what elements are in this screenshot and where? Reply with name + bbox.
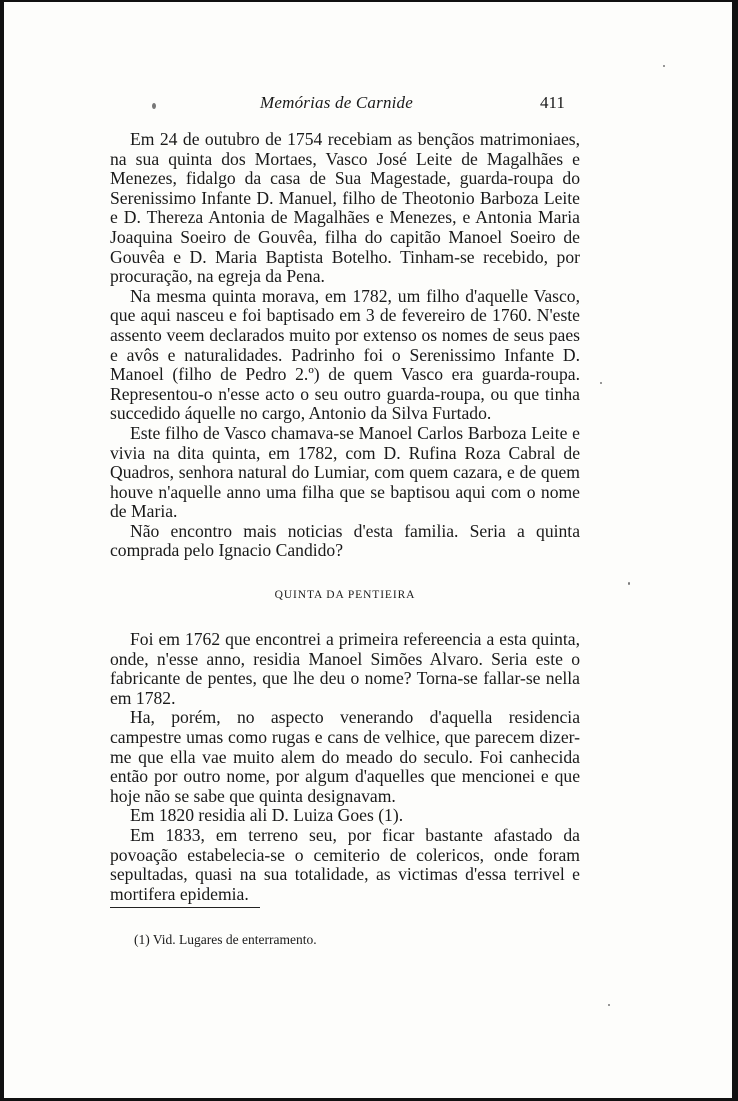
paragraph: Não encontro mais noticias d'esta familia. Seria a quinta comprada pelo Ignacio Candido? — [110, 520, 580, 561]
page-number: 411 — [540, 93, 565, 112]
paragraph: Em 1820 residia ali D. Luiza Goes (1). — [130, 805, 404, 826]
scan-speck — [152, 103, 156, 109]
scan-speck — [600, 382, 602, 384]
main-text-top — [110, 130, 580, 561]
paragraph: Em 24 de outubro de 1754 recebiam as bençãos matrimoniaes, na sua quinta dos Mortaes, Vasco José Leite de Magalhães e Menezes, fidalgo da casa de Sua Magestade, guarda-roupa do Serenissimo Infante D. Manuel, filho de Theotonio Barboza Leite e D. Thereza Antonia de Magalhães e Menezes, e Antonia Maria Joaquina Soeiro de Gouvêa, filha do capitão Manoel Soeiro de Gouvêa e D. Maria Baptista Botelho. Tinham-se recebido, por procuração, na egreja da Pena. — [110, 129, 580, 287]
section-heading: QUINTA DA PENTIEIRA — [274, 589, 416, 601]
scan-speck — [663, 65, 665, 67]
scan-speck — [628, 582, 630, 585]
paragraph: Em 1833, em terreno seu, por ficar bastante afastado da povoação estabelecia-se o cemiterio de colericos, onde foram sepultadas, quasi na sua totalidade, as victimas d'essa terrivel e mortifera epidemia. — [110, 824, 580, 904]
paragraph: Na mesma quinta morava, em 1782, um filho d'aquelle Vasco, que aqui nasceu e foi baptisado em 3 de fevereiro de 1760. N'este assento veem declarados muito por extenso os nomes de seus paes e avôs e naturalidades. Padrinho foi o Serenissimo Infante D. Manoel (filho de Pedro 2.º) de quem Vasco era guarda-roupa. Representou-o n'esse acto o seu outro guarda-roupa, ou que tinha succedido áquelle no cargo, Antonio da Silva Furtado. — [110, 285, 580, 424]
main-text-bottom — [110, 630, 580, 904]
footnote-divider — [110, 907, 260, 908]
scan-speck — [608, 1004, 610, 1006]
paragraph: Ha, porém, no aspecto venerando d'aquella residencia campestre umas como rugas e cans de velhice, que parecem dizer-me que ella vae muito alem do meado do seculo. Foi canhecida então por outro nome, por algum d'aquelles que mencionei e que hoje não se sabe que quinta designavam. — [110, 707, 580, 806]
paragraph: Foi em 1762 que encontrei a primeira refereencia a esta quinta, onde, n'esse anno, residia Manoel Simões Alvaro. Seria este o fabricante de pentes, que lhe deu o nome? Torna-se fallar-se nella em 1782. — [110, 629, 580, 708]
footnote: (1) Vid. Lugares de enterramento. — [134, 932, 317, 947]
running-title: Memórias de Carnide — [260, 93, 414, 112]
paragraph: Este filho de Vasco chamava-se Manoel Carlos Barboza Leite e vivia na dita quinta, em 1782, com D. Rufina Roza Cabral de Quadros, senhora natural do Lumiar, com quem cazara, e de quem houve n'aquelle anno uma filha que se baptisou aqui com o nome de Maria. — [110, 422, 580, 522]
